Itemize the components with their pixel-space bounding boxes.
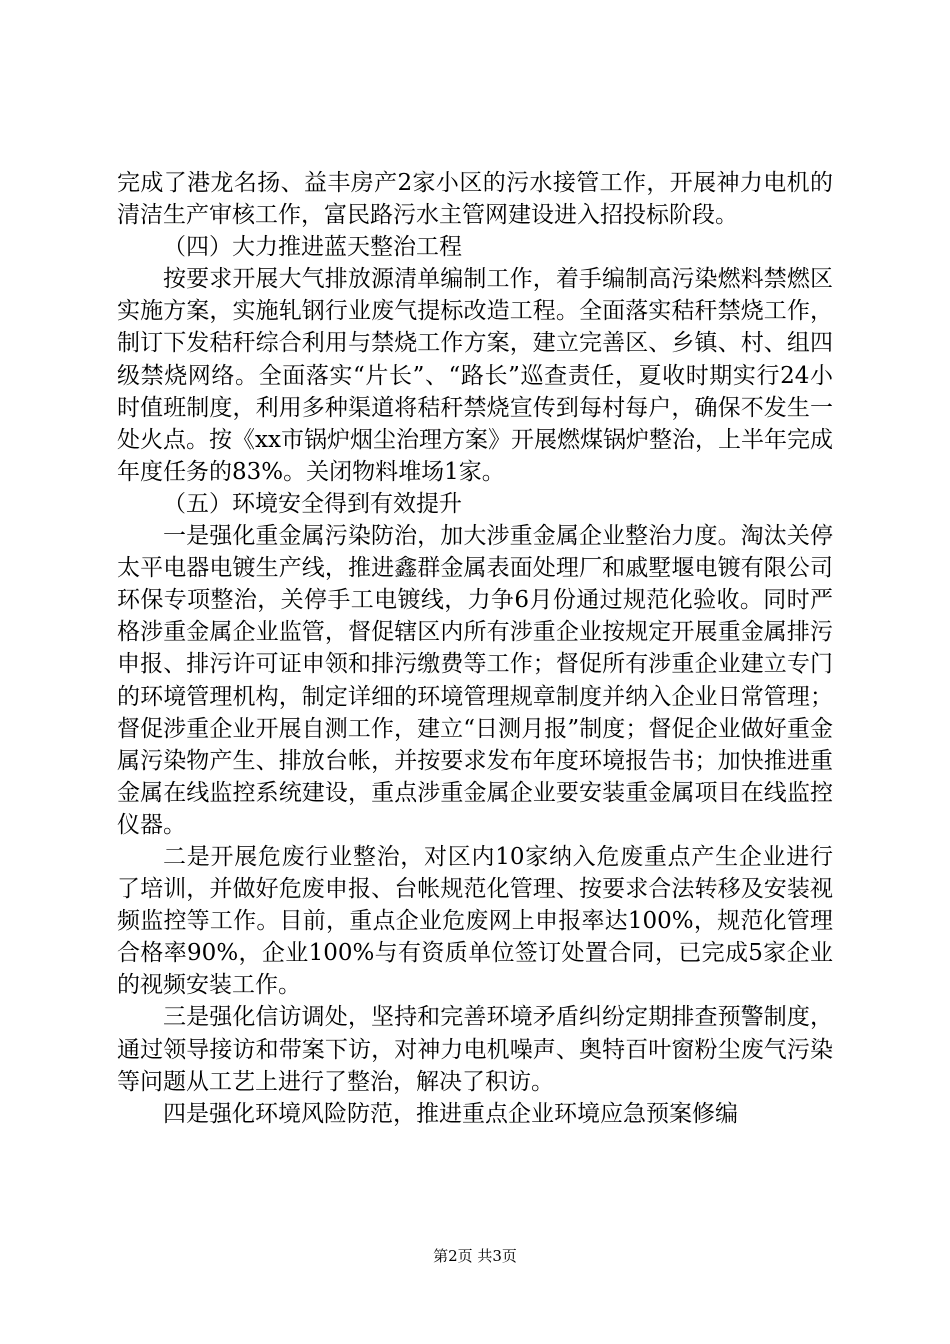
section-heading-five: （五）环境安全得到有效提升 — [163, 490, 462, 517]
page-footer: 第2页 共3页 — [433, 1247, 517, 1265]
paragraph-continuation: 完成了港龙名扬、益丰房产2家小区的污水接管工作，开展神力电机的清洁生产审核工作，富民路污水主管网建设进入招投标阶段。 — [117, 170, 833, 229]
paragraph-hazardous-waste: 二是开展危废行业整治，对区内10家纳入危废重点产生企业进行了培训，并做好危废申报、台帐规范化管理、按要求合法转移及安装视频监控等工作。目前，重点企业危废网上申报率达100%，规范化管理合格率90%，企业100%与有资质单位签订处置合同，已完成5家企业的视频安装工作。 — [117, 843, 833, 999]
paragraph-risk-prevention: 四是强化环境风险防范，推进重点企业环境应急预案修编 — [163, 1100, 738, 1127]
paragraph-heavy-metal: 一是强化重金属污染防治，加大涉重金属企业整治力度。淘汰关停太平电器电镀生产线，推进鑫群金属表面处理厂和戚墅堰电镀有限公司环保专项整治，关停手工电镀线，力争6月份通过规范化验收。同时严格涉重金属企业监管，督促辖区内所有涉重企业按规定开展重金属排污申报、排污许可证申领和排污缴费等工作；督促所有涉重企业建立专门的环境管理机构，制定详细的环境管理规章制度并纳入企业日常管理；督促涉重企业开展自测工作，建立“日测月报”制度；督促企业做好重金属污染物产生、排放台帐，并按要求发布年度环境报告书；加快推进重金属在线监控系统建设，重点涉重金属企业要安装重金属项目在线监控仪器。 — [117, 523, 833, 838]
body-text — [117, 167, 833, 1130]
paragraph-petition: 三是强化信访调处，坚持和完善环境矛盾纠纷定期排查预警制度，通过领导接访和带案下访，对神力电机噪声、奥特百叶窗粉尘废气污染等问题从工艺上进行了整治，解决了积访。 — [117, 1004, 833, 1095]
paragraph-blue-sky: 按要求开展大气排放源清单编制工作，着手编制高污染燃料禁燃区实施方案，实施轧钢行业废气提标改造工程。全面落实秸秆禁烧工作，制订下发秸秆综合利用与禁烧工作方案，建立完善区、乡镇、村、组四级禁烧网络。全面落实“片长”、“路长”巡查责任，夏收时期实行24小时值班制度，利用多种渠道将秸秆禁烧宣传到每村每户，确保不发生一处火点。按《xx市锅炉烟尘治理方案》开展燃煤锅炉整治，上半年完成年度任务的83%。关闭物料堆场1家。 — [117, 266, 833, 485]
section-heading-four: （四）大力推进蓝天整治工程 — [163, 234, 462, 261]
